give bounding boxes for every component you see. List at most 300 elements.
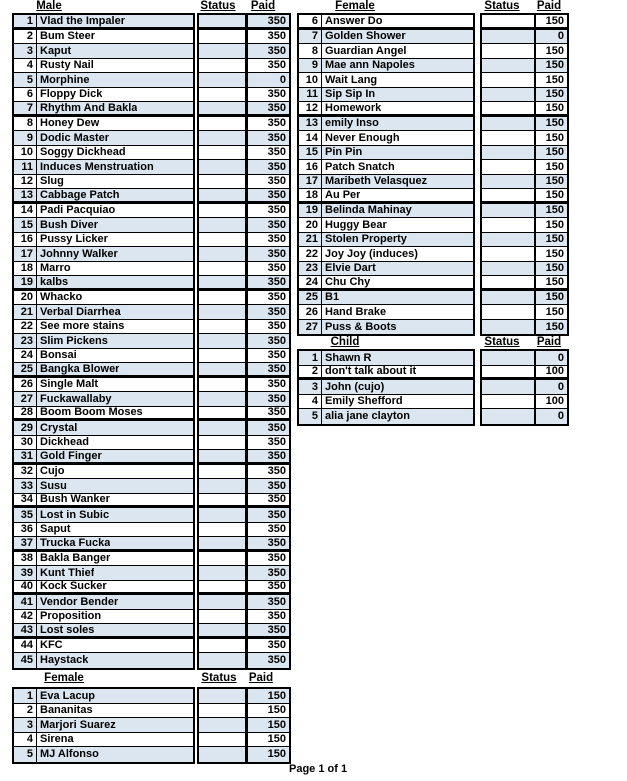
table-row [14, 131, 193, 146]
row-number: 1 [299, 351, 322, 365]
female-left-table-title: Female [44, 672, 84, 684]
table-row [248, 349, 289, 364]
table-row [299, 59, 473, 74]
row-paid-value: 350 [267, 349, 286, 362]
row-name: Morphine [40, 73, 90, 86]
row-number: 5 [14, 73, 37, 87]
row-number: 21 [299, 233, 322, 247]
table-row [248, 247, 289, 262]
row-paid-value: 150 [267, 748, 286, 761]
female-right-table-title: Female [335, 0, 375, 12]
table-row [14, 508, 193, 523]
row-name: Kaput [40, 44, 72, 57]
row-status-cell [199, 334, 245, 349]
table-row [14, 160, 193, 175]
row-name: Huggy Bear [325, 218, 387, 231]
row-number: 6 [299, 15, 322, 27]
row-paid-value: 350 [267, 421, 286, 434]
table-row [248, 334, 289, 349]
row-name: Sip Sip In [325, 88, 376, 101]
row-name: Whacko [40, 291, 83, 304]
row-number: 24 [299, 276, 322, 288]
row-paid-value: 150 [267, 704, 286, 717]
row-number: 26 [14, 378, 37, 392]
table-row [248, 523, 289, 538]
table-row [14, 102, 193, 117]
row-name: Dodic Master [40, 131, 110, 144]
table-row [14, 465, 193, 480]
row-status-cell [482, 189, 535, 204]
row-paid-value: 350 [267, 334, 286, 347]
table-row [248, 88, 289, 103]
row-status-cell [482, 175, 535, 190]
row-paid-value: 150 [545, 218, 564, 231]
row-status-cell [482, 102, 535, 117]
row-status-cell [199, 363, 245, 378]
row-status-cell [482, 44, 535, 59]
table-row [299, 276, 473, 291]
row-paid-value: 0 [557, 351, 564, 364]
table-row [248, 421, 289, 436]
table-row [536, 44, 567, 59]
row-paid-value: 350 [267, 595, 286, 608]
row-number: 16 [299, 160, 322, 174]
row-paid-value: 150 [267, 689, 286, 702]
table-row [14, 537, 193, 552]
row-name: Fuckawallaby [40, 392, 112, 405]
table-row [248, 175, 289, 190]
table-row [14, 334, 193, 349]
table-row [248, 160, 289, 175]
row-name: Wait Lang [325, 73, 378, 86]
row-number: 3 [14, 44, 37, 58]
table-row [248, 262, 289, 277]
row-number: 28 [14, 407, 37, 419]
row-paid-value: 350 [267, 406, 286, 419]
row-number: 18 [299, 189, 322, 201]
child-status-header: Status [484, 336, 520, 348]
row-paid-value: 350 [267, 175, 286, 188]
row-name: Emily Shefford [325, 395, 403, 408]
row-number: 40 [14, 581, 37, 593]
table-row [248, 494, 289, 509]
row-name: Saput [40, 523, 71, 536]
table-row [14, 30, 193, 45]
row-paid-value: 350 [267, 247, 286, 260]
row-number: 3 [14, 718, 37, 732]
row-name: Rhythm And Bakla [40, 102, 138, 114]
row-status-cell [199, 421, 245, 436]
row-paid-value: 150 [545, 88, 564, 101]
row-status-cell [199, 160, 245, 175]
row-name: Never Enough [325, 131, 400, 144]
row-number: 27 [14, 392, 37, 406]
row-number: 22 [299, 247, 322, 261]
child-table-title: Child [330, 336, 360, 348]
row-number: 5 [299, 409, 322, 424]
table-row [248, 189, 289, 204]
row-number: 5 [14, 747, 37, 762]
row-name: Chu Chy [325, 276, 371, 288]
table-row [299, 102, 473, 117]
row-name: Joy Joy (induces) [325, 247, 418, 260]
row-name: Trucka Fucka [40, 537, 111, 549]
row-number: 25 [299, 291, 322, 305]
row-status-cell [482, 409, 535, 424]
row-status-cell [482, 117, 535, 132]
row-status-cell [199, 595, 245, 610]
row-name: Gold Finger [40, 450, 102, 462]
row-name: Au Per [325, 189, 361, 201]
row-name: Patch Snatch [325, 160, 395, 173]
table-row [248, 689, 289, 704]
row-paid-value: 150 [267, 718, 286, 731]
table-row [14, 59, 193, 74]
row-name: Golden Shower [325, 30, 406, 43]
row-status-cell [482, 351, 535, 366]
row-number: 9 [14, 131, 37, 145]
row-number: 3 [299, 380, 322, 394]
table-row [248, 537, 289, 552]
male-table-status-block [197, 13, 247, 670]
table-row [14, 117, 193, 132]
row-name: See more stains [40, 320, 125, 333]
row-paid-value: 350 [267, 479, 286, 492]
table-row [536, 218, 567, 233]
row-status-cell [199, 276, 245, 291]
row-name: Bum Steer [40, 30, 96, 43]
row-status-cell [199, 305, 245, 320]
table-row [536, 59, 567, 74]
row-number: 10 [14, 146, 37, 160]
row-name: kalbs [40, 276, 69, 288]
row-name: Cujo [40, 465, 65, 478]
child-status-block [480, 349, 537, 426]
row-number: 7 [14, 102, 37, 114]
row-paid-value: 350 [267, 580, 286, 593]
row-name: Marro [40, 262, 71, 275]
row-status-cell [482, 88, 535, 103]
table-row [536, 160, 567, 175]
row-name: Induces Menstruation [40, 160, 154, 173]
row-name: Johnny Walker [40, 247, 118, 260]
row-number: 2 [14, 704, 37, 718]
row-name: Lost soles [40, 624, 95, 636]
row-paid-value: 350 [267, 276, 286, 288]
row-number: 11 [299, 88, 322, 102]
row-name: Pussy Licker [40, 233, 108, 246]
table-row [299, 204, 473, 219]
row-paid-value: 350 [267, 204, 286, 217]
table-row [248, 44, 289, 59]
child-paid-block [534, 349, 569, 426]
row-number: 31 [14, 450, 37, 462]
row-name: Eva Lacup [40, 689, 96, 702]
row-name: Kunt Thief [40, 566, 95, 579]
row-name: Pin Pin [325, 146, 363, 159]
row-status-cell [199, 537, 245, 552]
table-row [299, 395, 473, 410]
row-paid-value: 350 [267, 59, 286, 72]
row-number: 36 [14, 523, 37, 537]
table-row [299, 131, 473, 146]
row-number: 11 [14, 160, 37, 174]
table-row [299, 380, 473, 395]
table-row [536, 102, 567, 117]
row-paid-value: 350 [267, 131, 286, 144]
table-row [299, 409, 473, 424]
row-paid-value: 150 [545, 44, 564, 57]
row-number: 10 [299, 73, 322, 87]
row-name: Single Malt [40, 378, 99, 391]
row-paid-value: 350 [267, 117, 286, 130]
row-status-cell [482, 291, 535, 306]
row-status-cell [199, 392, 245, 407]
table-row [14, 704, 193, 719]
row-paid-value: 350 [267, 450, 286, 462]
row-status-cell [482, 131, 535, 146]
table-row [14, 204, 193, 219]
row-number: 20 [14, 291, 37, 305]
row-status-cell [482, 395, 535, 410]
table-row [299, 291, 473, 306]
child-paid-header: Paid [536, 336, 562, 348]
row-name: Lost in Subic [40, 508, 110, 521]
row-number: 23 [299, 262, 322, 276]
table-row [299, 189, 473, 204]
row-paid-value: 350 [267, 552, 286, 565]
row-name: alia jane clayton [325, 410, 410, 423]
row-paid-value: 150 [545, 305, 564, 318]
row-paid-value: 150 [545, 59, 564, 72]
row-name: Mae ann Napoles [325, 59, 415, 72]
table-row [536, 15, 567, 30]
row-number: 2 [299, 366, 322, 378]
row-status-cell [199, 407, 245, 422]
row-name: Floppy Dick [40, 88, 103, 101]
table-row [299, 15, 473, 30]
table-row [299, 160, 473, 175]
row-name: Sirena [40, 733, 74, 746]
row-paid-value: 350 [267, 102, 286, 114]
row-number: 1 [14, 15, 37, 27]
row-paid-value: 0 [557, 30, 564, 43]
row-status-cell [199, 146, 245, 161]
row-paid-value: 150 [545, 73, 564, 86]
table-row [299, 175, 473, 190]
row-number: 4 [299, 395, 322, 409]
row-status-cell [199, 102, 245, 117]
row-paid-value: 150 [545, 15, 564, 27]
row-paid-value: 350 [267, 218, 286, 231]
row-status-cell [199, 747, 245, 762]
row-name: Elvie Dart [325, 262, 376, 275]
row-status-cell [482, 380, 535, 395]
row-paid-value: 350 [267, 392, 286, 405]
table-row [14, 392, 193, 407]
table-row [299, 30, 473, 45]
male-table-title: Male [36, 0, 62, 12]
table-row [299, 44, 473, 59]
row-status-cell [482, 218, 535, 233]
table-row [248, 624, 289, 639]
row-name: Bonsai [40, 349, 77, 362]
row-number: 39 [14, 566, 37, 580]
row-number: 19 [299, 204, 322, 218]
male-status-header: Status [200, 0, 236, 12]
row-paid-value: 350 [267, 436, 286, 449]
row-paid-value: 150 [545, 262, 564, 275]
table-row [536, 276, 567, 291]
row-number: 34 [14, 494, 37, 506]
female-left-paid-header: Paid [248, 672, 274, 684]
table-row [14, 305, 193, 320]
row-paid-value: 150 [545, 189, 564, 201]
row-number: 21 [14, 305, 37, 319]
row-paid-value: 150 [545, 247, 564, 260]
row-name: Bush Wanker [40, 493, 110, 506]
table-row [14, 523, 193, 538]
table-row [536, 380, 567, 395]
row-number: 44 [14, 639, 37, 653]
row-name: Susu [40, 479, 67, 492]
row-number: 9 [299, 59, 322, 73]
row-status-cell [199, 552, 245, 567]
row-paid-value: 350 [267, 146, 286, 159]
row-status-cell [199, 291, 245, 306]
table-row [536, 262, 567, 277]
row-number: 26 [299, 305, 322, 319]
row-name: Vendor Bender [40, 595, 119, 608]
row-status-cell [199, 117, 245, 132]
row-number: 2 [14, 30, 37, 44]
row-number: 38 [14, 552, 37, 566]
row-number: 29 [14, 421, 37, 435]
table-row [536, 366, 567, 381]
row-status-cell [482, 305, 535, 320]
table-row [299, 73, 473, 88]
row-number: 15 [14, 218, 37, 232]
table-row [299, 262, 473, 277]
row-status-cell [199, 204, 245, 219]
table-row [536, 117, 567, 132]
row-status-cell [199, 689, 245, 704]
row-name: Proposition [40, 610, 102, 623]
row-status-cell [199, 378, 245, 393]
row-name: Crystal [40, 421, 78, 434]
table-row [248, 102, 289, 117]
table-row [248, 704, 289, 719]
row-paid-value: 150 [545, 102, 564, 114]
row-status-cell [199, 733, 245, 748]
row-status-cell [199, 639, 245, 654]
row-paid-value: 350 [267, 305, 286, 318]
table-row [299, 146, 473, 161]
row-name: KFC [40, 639, 63, 652]
table-row [14, 175, 193, 190]
row-status-cell [482, 160, 535, 175]
table-row [14, 276, 193, 291]
row-name: Kock Sucker [40, 580, 107, 593]
row-name: John (cujo) [325, 380, 385, 393]
row-paid-value: 150 [545, 175, 564, 188]
row-paid-value: 350 [267, 160, 286, 173]
row-paid-value: 150 [545, 160, 564, 173]
table-row [14, 247, 193, 262]
row-status-cell [199, 320, 245, 335]
row-number: 12 [299, 102, 322, 114]
row-paid-value: 0 [279, 73, 286, 86]
row-number: 19 [14, 276, 37, 288]
row-status-cell [482, 30, 535, 45]
row-name: Dickhead [40, 436, 89, 449]
table-row [14, 450, 193, 465]
table-row [536, 409, 567, 424]
row-paid-value: 150 [545, 320, 564, 333]
row-number: 35 [14, 508, 37, 522]
table-row [248, 378, 289, 393]
row-number: 24 [14, 349, 37, 363]
table-row [248, 15, 289, 30]
row-status-cell [199, 450, 245, 465]
row-status-cell [482, 276, 535, 291]
female-left-status-block [197, 687, 247, 764]
table-row [14, 595, 193, 610]
female-right-status-header: Status [484, 0, 520, 12]
female-left-names-block [12, 687, 195, 764]
table-row [248, 718, 289, 733]
row-paid-value: 350 [267, 566, 286, 579]
table-row [248, 305, 289, 320]
row-paid-value: 150 [545, 276, 564, 288]
male-table-paid-block [246, 13, 291, 670]
row-status-cell [482, 262, 535, 277]
row-number: 13 [299, 117, 322, 131]
row-name: MJ Alfonso [40, 748, 99, 761]
row-name: Boom Boom Moses [40, 406, 143, 419]
row-status-cell [199, 508, 245, 523]
row-paid-value: 350 [267, 537, 286, 549]
row-paid-value: 350 [267, 493, 286, 506]
table-row [14, 291, 193, 306]
table-row [248, 131, 289, 146]
row-status-cell [482, 73, 535, 88]
row-number: 45 [14, 653, 37, 668]
row-number: 22 [14, 320, 37, 334]
table-row [248, 747, 289, 762]
table-row [14, 189, 193, 204]
row-number: 6 [14, 88, 37, 102]
table-row [14, 320, 193, 335]
table-row [248, 233, 289, 248]
row-number: 4 [14, 59, 37, 73]
table-row [248, 465, 289, 480]
table-row [14, 44, 193, 59]
table-row [14, 349, 193, 364]
row-paid-value: 0 [557, 380, 564, 393]
table-row [248, 450, 289, 465]
table-row [248, 639, 289, 654]
row-paid-value: 0 [557, 410, 564, 423]
table-row [14, 88, 193, 103]
row-status-cell [199, 59, 245, 74]
female-right-status-block [480, 13, 537, 336]
table-row [299, 351, 473, 366]
row-name: Homework [325, 102, 382, 114]
table-row [14, 552, 193, 567]
row-number: 8 [299, 44, 322, 58]
row-status-cell [199, 610, 245, 625]
